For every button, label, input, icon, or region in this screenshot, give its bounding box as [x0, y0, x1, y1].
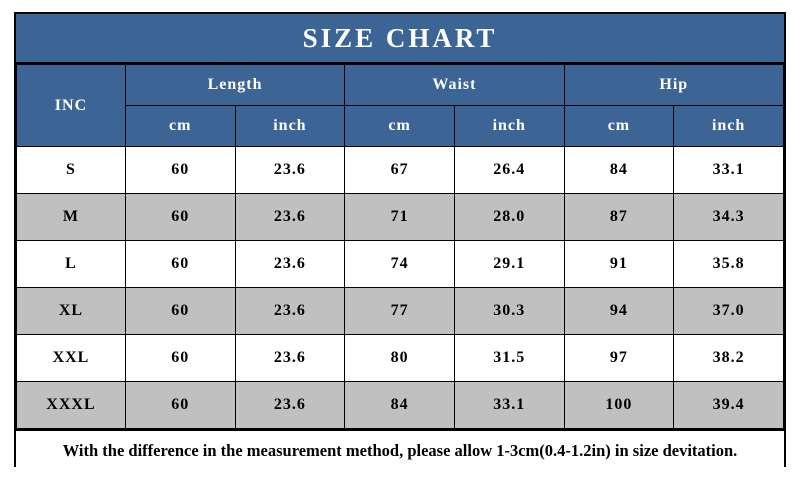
cell-waist-inch: 28.0 [454, 194, 564, 241]
table-row [17, 147, 784, 194]
column-header-size: INC [17, 65, 126, 147]
cell-length-cm: 60 [125, 194, 235, 241]
cell-hip-cm: 94 [564, 288, 674, 335]
table-row [17, 382, 784, 429]
table-row [17, 194, 784, 241]
cell-hip-inch: 33.1 [674, 147, 784, 194]
cell-size: S [17, 147, 126, 194]
cell-hip-inch: 34.3 [674, 194, 784, 241]
column-header-waist-cm: cm [345, 106, 455, 147]
cell-length-inch: 23.6 [235, 288, 345, 335]
table-row [17, 241, 784, 288]
cell-waist-inch: 30.3 [454, 288, 564, 335]
cell-waist-cm: 67 [345, 147, 455, 194]
cell-size: XXXL [17, 382, 126, 429]
cell-length-inch: 23.6 [235, 241, 345, 288]
column-header-hip-inch: inch [674, 106, 784, 147]
cell-hip-inch: 39.4 [674, 382, 784, 429]
cell-waist-cm: 80 [345, 335, 455, 382]
cell-waist-inch: 29.1 [454, 241, 564, 288]
cell-waist-cm: 77 [345, 288, 455, 335]
cell-length-cm: 60 [125, 288, 235, 335]
table-header-row-units [17, 106, 784, 147]
cell-hip-cm: 84 [564, 147, 674, 194]
cell-hip-inch: 35.8 [674, 241, 784, 288]
cell-waist-cm: 84 [345, 382, 455, 429]
column-header-waist-inch: inch [454, 106, 564, 147]
table-row [17, 288, 784, 335]
cell-size: M [17, 194, 126, 241]
table-row [17, 335, 784, 382]
size-chart-container [14, 12, 786, 467]
cell-hip-inch: 38.2 [674, 335, 784, 382]
cell-size: L [17, 241, 126, 288]
column-header-length-inch: inch [235, 106, 345, 147]
cell-length-inch: 23.6 [235, 194, 345, 241]
size-chart-table [16, 64, 784, 429]
page-title: SIZE CHART [16, 14, 784, 64]
cell-length-cm: 60 [125, 335, 235, 382]
measurement-note: With the difference in the measurement method, please allow 1-3cm(0.4-1.2in) in size devitation. [16, 429, 784, 471]
cell-length-inch: 23.6 [235, 147, 345, 194]
cell-waist-cm: 74 [345, 241, 455, 288]
cell-length-cm: 60 [125, 147, 235, 194]
column-header-hip-cm: cm [564, 106, 674, 147]
cell-hip-cm: 91 [564, 241, 674, 288]
table-header [17, 65, 784, 147]
cell-waist-cm: 71 [345, 194, 455, 241]
column-group-hip: Hip [564, 65, 783, 106]
column-header-length-cm: cm [125, 106, 235, 147]
cell-size: XL [17, 288, 126, 335]
cell-hip-inch: 37.0 [674, 288, 784, 335]
cell-waist-inch: 33.1 [454, 382, 564, 429]
cell-length-cm: 60 [125, 382, 235, 429]
cell-waist-inch: 26.4 [454, 147, 564, 194]
cell-length-inch: 23.6 [235, 335, 345, 382]
cell-hip-cm: 100 [564, 382, 674, 429]
cell-hip-cm: 87 [564, 194, 674, 241]
cell-waist-inch: 31.5 [454, 335, 564, 382]
column-group-waist: Waist [345, 65, 564, 106]
table-body [17, 147, 784, 429]
cell-size: XXL [17, 335, 126, 382]
cell-length-cm: 60 [125, 241, 235, 288]
column-group-length: Length [125, 65, 344, 106]
cell-hip-cm: 97 [564, 335, 674, 382]
cell-length-inch: 23.6 [235, 382, 345, 429]
table-header-row-groups [17, 65, 784, 106]
